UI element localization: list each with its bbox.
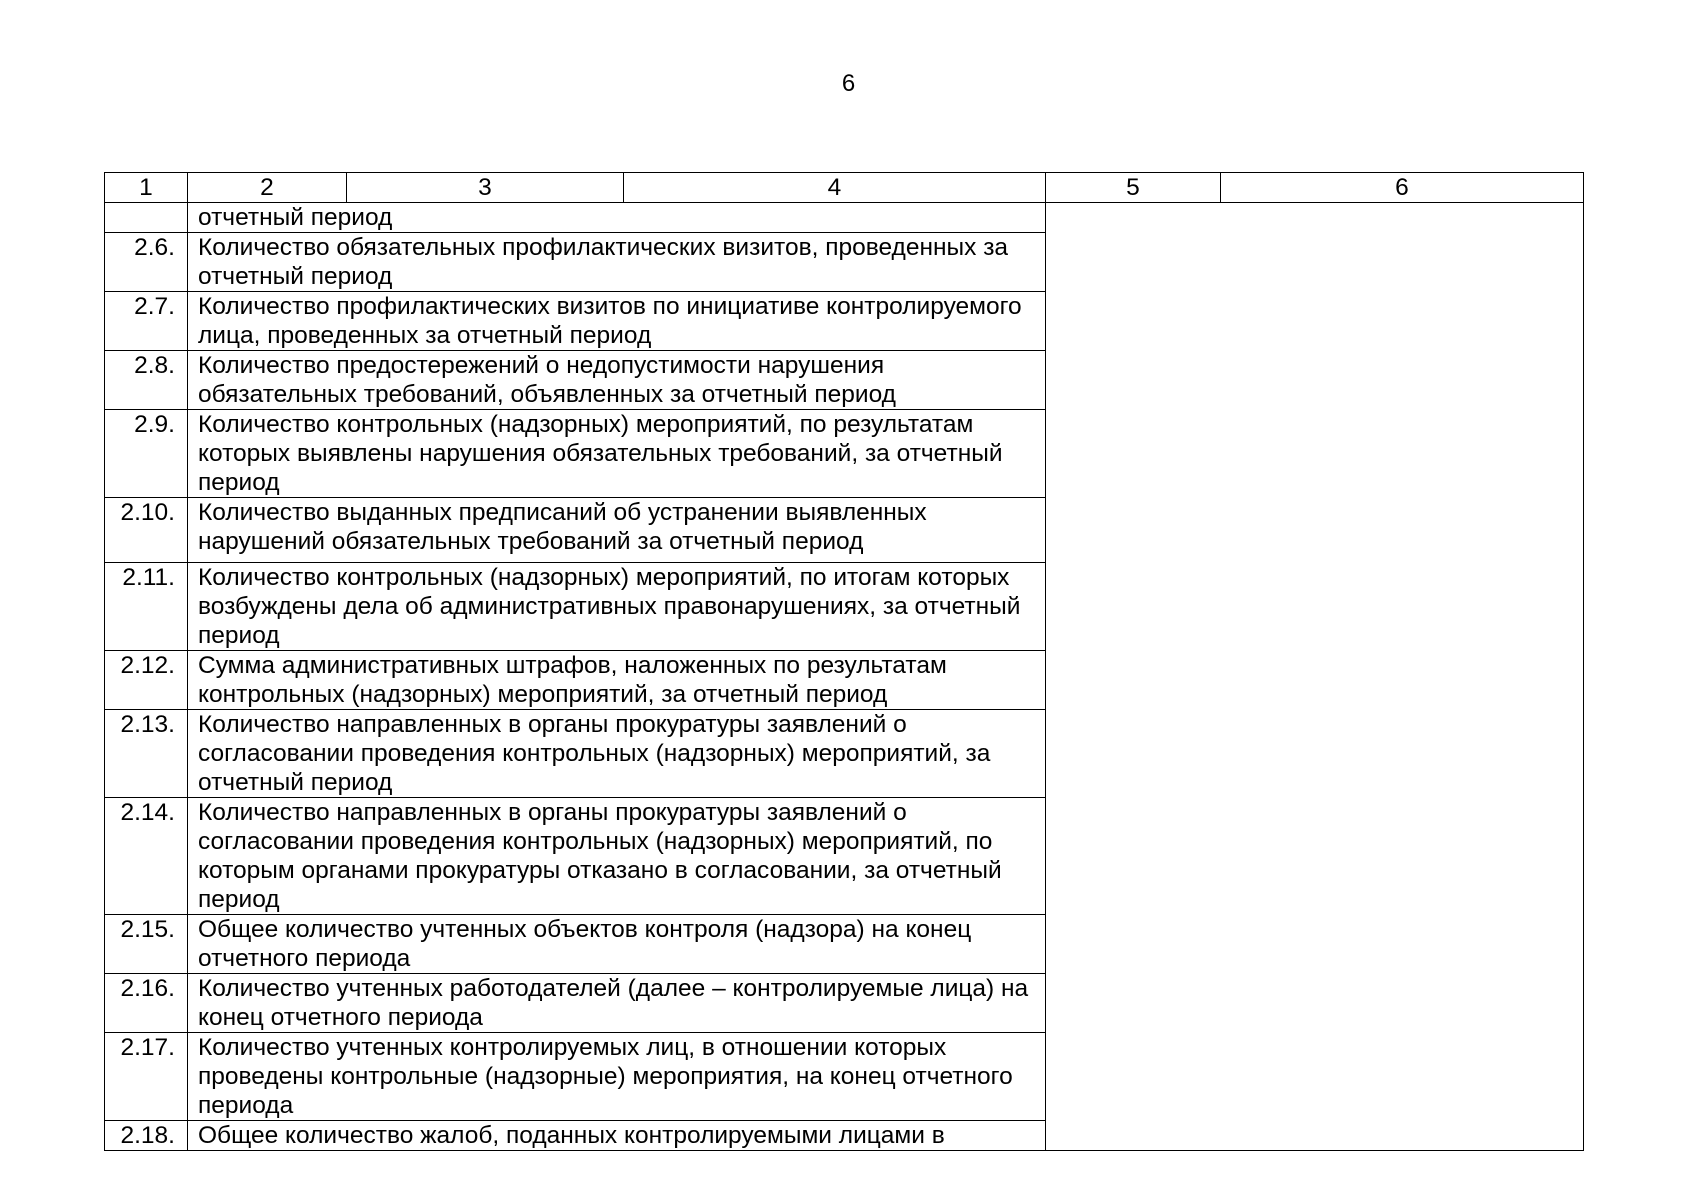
row-number: 2.7. — [105, 292, 188, 351]
row-description: Количество выданных предписаний об устранении выявленных нарушений обязательных требований за отчетный период — [188, 498, 1046, 563]
row-description: отчетный период — [188, 203, 1046, 233]
row-number — [105, 203, 188, 233]
row-description: Количество учтенных работодателей (далее – контролируемые лица) на конец отчетного периода — [188, 974, 1046, 1033]
row-number: 2.14. — [105, 798, 188, 915]
table-row — [105, 203, 1584, 233]
row-description: Общее количество учтенных объектов контроля (надзора) на конец отчетного периода — [188, 915, 1046, 974]
row-description: Общее количество жалоб, поданных контролируемыми лицами в — [188, 1121, 1046, 1151]
header-cell-3: 3 — [347, 173, 624, 203]
row-description: Количество направленных в органы прокуратуры заявлений о согласовании проведения контрольных (надзорных) мероприятий, по которым органами прокуратуры отказано в согласовании, за отчетный период — [188, 798, 1046, 915]
row-description: Сумма административных штрафов, наложенных по результатам контрольных (надзорных) мероприятий, за отчетный период — [188, 651, 1046, 710]
header-row — [105, 173, 1584, 203]
header-cell-5: 5 — [1046, 173, 1221, 203]
row-number: 2.17. — [105, 1033, 188, 1121]
row-number: 2.18. — [105, 1121, 188, 1151]
row-number: 2.13. — [105, 710, 188, 798]
header-cell-4: 4 — [624, 173, 1046, 203]
row-number: 2.11. — [105, 563, 188, 651]
row-description: Количество профилактических визитов по инициативе контролируемого лица, проведенных за отчетный период — [188, 292, 1046, 351]
header-cell-2: 2 — [188, 173, 347, 203]
row-description: Количество контрольных (надзорных) мероприятий, по результатам которых выявлены нарушения обязательных требований, за отчетный период — [188, 410, 1046, 498]
row-number: 2.10. — [105, 498, 188, 563]
page-number: 6 — [841, 70, 856, 97]
row-number: 2.6. — [105, 233, 188, 292]
row-description: Количество предостережений о недопустимости нарушения обязательных требований, объявленных за отчетный период — [188, 351, 1046, 410]
report-table — [104, 172, 1584, 1151]
header-cell-6: 6 — [1221, 173, 1584, 203]
row-description: Количество контрольных (надзорных) мероприятий, по итогам которых возбуждены дела об административных правонарушениях, за отчетный период — [188, 563, 1046, 651]
header-cell-1: 1 — [105, 173, 188, 203]
values-area — [1046, 203, 1584, 1151]
row-number: 2.9. — [105, 410, 188, 498]
row-description: Количество обязательных профилактических визитов, проведенных за отчетный период — [188, 233, 1046, 292]
row-description: Количество учтенных контролируемых лиц, в отношении которых проведены контрольные (надзорные) мероприятия, на конец отчетного периода — [188, 1033, 1046, 1121]
row-description: Количество направленных в органы прокуратуры заявлений о согласовании проведения контрольных (надзорных) мероприятий, за отчетный период — [188, 710, 1046, 798]
row-number: 2.8. — [105, 351, 188, 410]
row-number: 2.12. — [105, 651, 188, 710]
row-number: 2.16. — [105, 974, 188, 1033]
row-number: 2.15. — [105, 915, 188, 974]
